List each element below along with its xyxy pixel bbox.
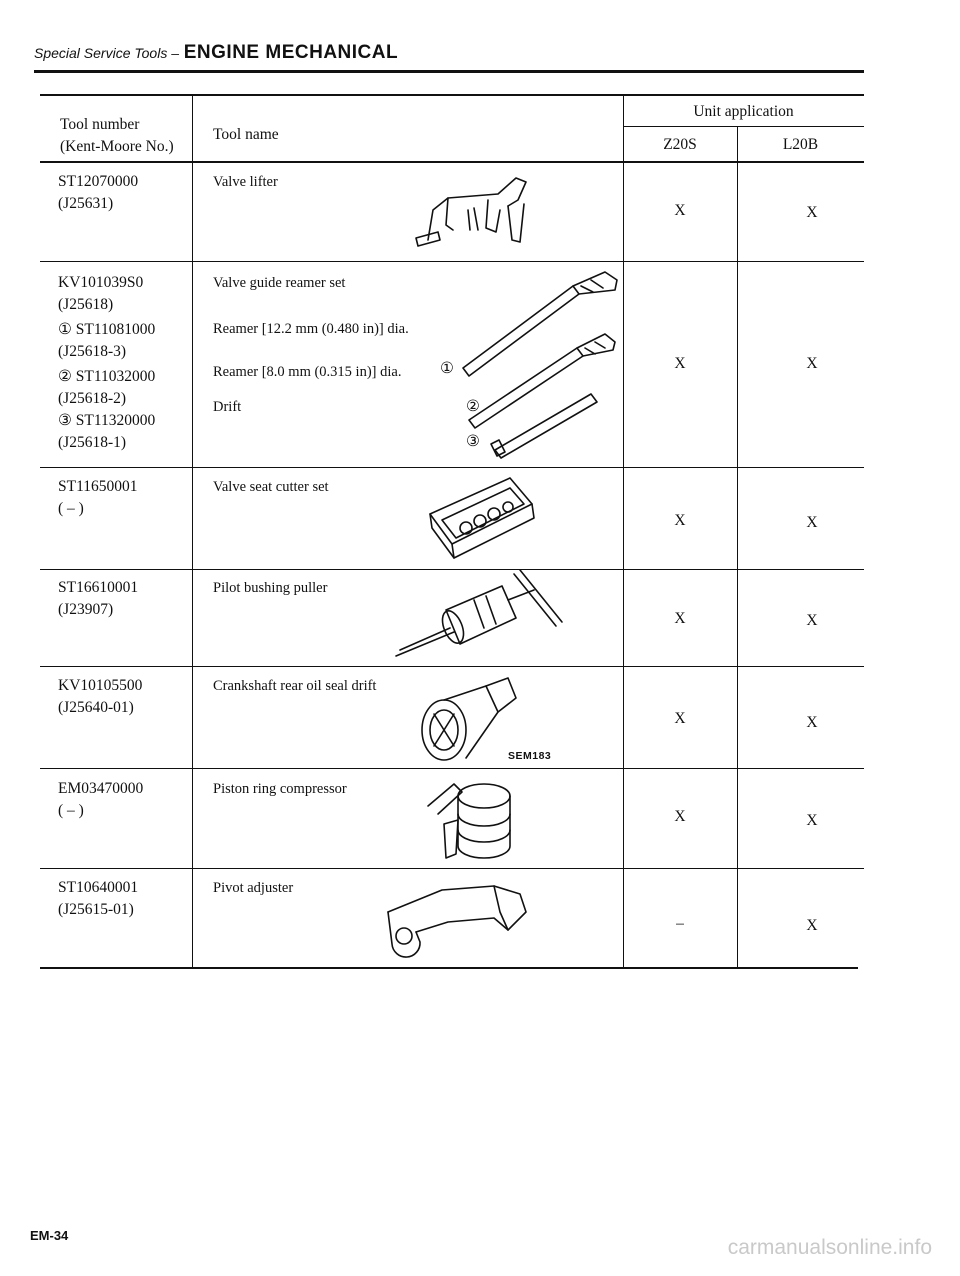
tool-number-cell: KV10105500 (J25640-01): [58, 677, 143, 716]
ring-compressor-icon: [424, 774, 520, 866]
tool-number-cell: ST12070000 (J25631): [58, 173, 139, 212]
header-tool-number: Tool number (Kent-Moore No.): [60, 116, 174, 155]
table-bottom-rule: [40, 967, 858, 969]
callout-3: ③: [466, 433, 480, 450]
header-bottom-rule: [40, 161, 864, 163]
bushing-puller-icon: [390, 570, 570, 662]
tool-name-cell: Valve lifter: [213, 174, 278, 190]
reamer-set-icon: [455, 268, 625, 458]
header-l20b: L20B: [782, 136, 819, 153]
z20s-cell: –: [676, 915, 684, 932]
tool-name-cell: Reamer [12.2 mm (0.480 in)] dia.: [213, 321, 409, 337]
row-rule: [40, 261, 864, 262]
z20s-cell: X: [674, 808, 686, 825]
z20s-cell: X: [674, 512, 686, 529]
row-rule: [40, 868, 864, 869]
l20b-cell: X: [806, 612, 818, 629]
table-top-rule: [40, 94, 864, 96]
header-z20s: Z20S: [663, 136, 697, 153]
page-header: [34, 42, 398, 64]
page-title: ENGINE MECHANICAL: [183, 42, 399, 63]
tool-number-cell: ST16610001 (J23907): [58, 579, 139, 618]
l20b-cell: X: [806, 514, 818, 531]
cutter-set-icon: [420, 474, 540, 562]
row-rule: [40, 467, 864, 468]
tool-name-cell: Drift: [213, 399, 242, 415]
tool-number-cell: EM03470000 ( – ): [58, 780, 144, 819]
callout-1: ①: [440, 360, 454, 377]
seal-drift-icon: [412, 672, 522, 764]
z20s-cell: X: [674, 710, 686, 727]
pivot-adjuster-icon: [382, 872, 532, 960]
tool-number-cell: KV101039S0 (J25618) ① ST11081000 (J25618-3) ② ST11032000 (J25618-2) ③ ST11320000 (J25618-1): [58, 274, 156, 451]
tool-name-cell: Crankshaft rear oil seal drift: [213, 678, 377, 694]
z20s-cell: X: [674, 355, 686, 372]
l20b-cell: X: [806, 355, 818, 372]
z20s-cell: X: [674, 610, 686, 627]
watermark: carmanualsonline.info: [727, 1236, 932, 1259]
tool-name-cell: Valve guide reamer set: [213, 275, 346, 291]
col-rule-name: [192, 95, 193, 968]
header-prefix: Special Service Tools –: [34, 45, 180, 61]
tool-name-cell: Pivot adjuster: [213, 880, 294, 896]
valve-lifter-icon: [408, 170, 538, 252]
figure-code: SEM183: [508, 750, 552, 762]
callout-2: ②: [466, 398, 480, 415]
tool-number-cell: ST10640001 (J25615-01): [58, 879, 139, 918]
tool-name-cell: Valve seat cutter set: [213, 479, 329, 495]
tool-number-cell: ST11650001 ( – ): [58, 478, 138, 517]
row-rule: [40, 666, 864, 667]
z20s-cell: X: [674, 202, 686, 219]
header-tool-name: Tool name: [213, 126, 279, 143]
tool-name-cell: Reamer [8.0 mm (0.315 in)] dia.: [213, 364, 402, 380]
l20b-cell: X: [806, 714, 818, 731]
page-number: EM-34: [30, 1228, 69, 1243]
l20b-cell: X: [806, 204, 818, 221]
header-rule: [34, 70, 864, 73]
unit-app-rule: [623, 126, 864, 127]
l20b-cell: X: [806, 917, 818, 934]
tool-name-cell: Piston ring compressor: [213, 781, 347, 797]
tool-name-cell: Pilot bushing puller: [213, 580, 328, 596]
header-unit-application: Unit application: [693, 103, 794, 120]
col-rule-l20b: [737, 126, 738, 968]
l20b-cell: X: [806, 812, 818, 829]
row-rule: [40, 768, 864, 769]
